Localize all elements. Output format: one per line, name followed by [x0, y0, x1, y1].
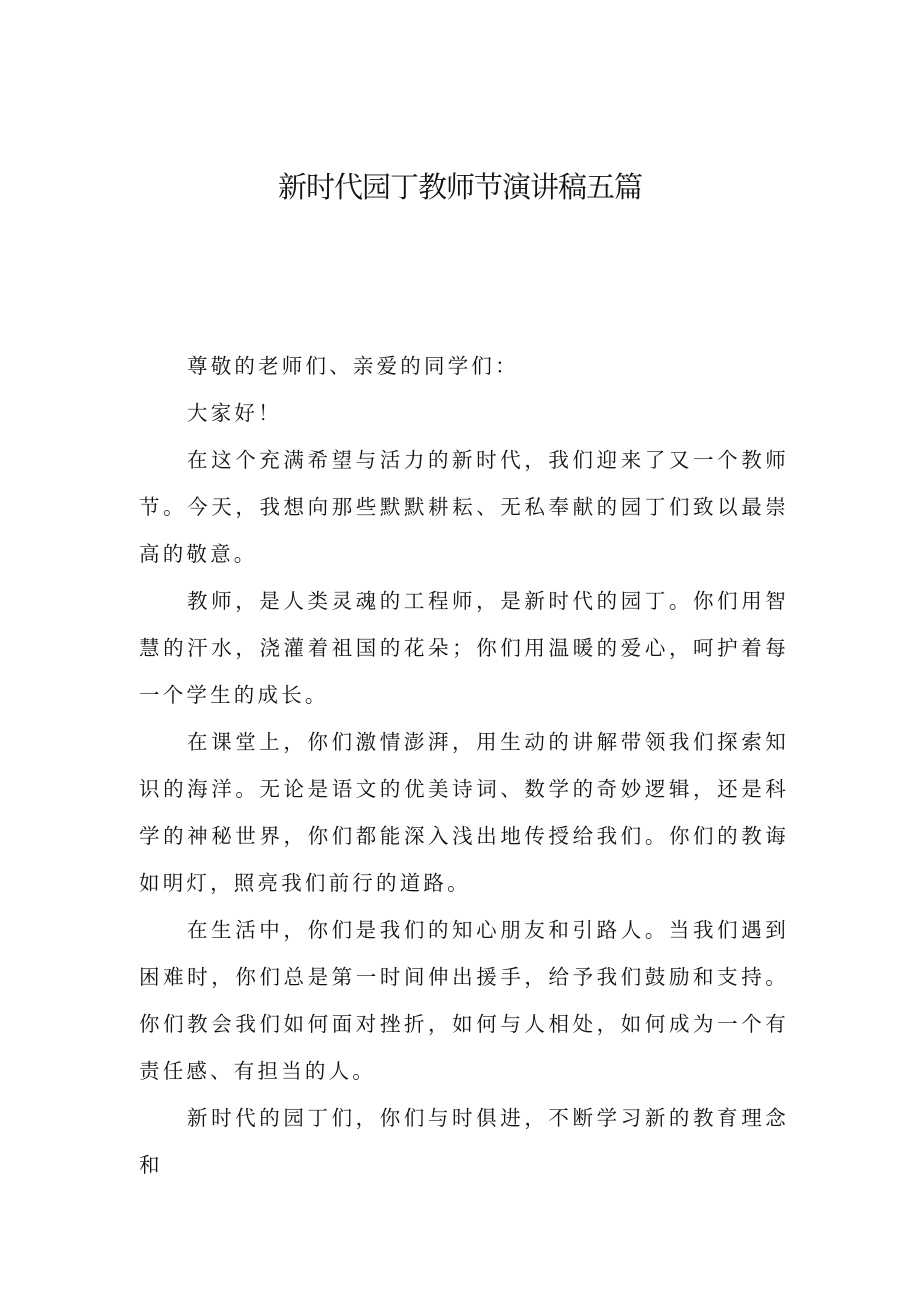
paragraph-life: 在生活中，你们是我们的知心朋友和引路人。当我们遇到困难时，你们总是第一时间伸出援手，给予我们鼓励和支持。你们教会我们如何面对挫折，如何与人相处，如何成为一个有责任感、有担当的人。	[139, 918, 789, 1083]
paragraph-intro: 在这个充满希望与活力的新时代，我们迎来了又一个教师节。今天，我想向那些默默耕耘、无私奉献的园丁们致以最崇高的敬意。	[139, 448, 789, 566]
paragraph-classroom: 在课堂上，你们激情澎湃，用生动的讲解带领我们探索知识的海洋。无论是语文的优美诗词、数学的奇妙逻辑，还是科学的神秘世界，你们都能深入浅出地传授给我们。你们的教诲如明灯，照亮我们前行的道路。	[139, 730, 789, 895]
greeting: 大家好！	[187, 401, 282, 425]
document-body	[139, 343, 789, 1189]
salutation: 尊敬的老师们、亲爱的同学们：	[187, 354, 519, 378]
paragraph-new-era: 新时代的园丁们，你们与时俱进，不断学习新的教育理念和	[139, 1106, 789, 1177]
paragraph-teacher-role: 教师，是人类灵魂的工程师，是新时代的园丁。你们用智慧的汗水，浇灌着祖国的花朵；你们用温暖的爱心，呵护着每一个学生的成长。	[139, 589, 789, 707]
document-title: 新时代园丁教师节演讲稿五篇	[277, 170, 642, 204]
